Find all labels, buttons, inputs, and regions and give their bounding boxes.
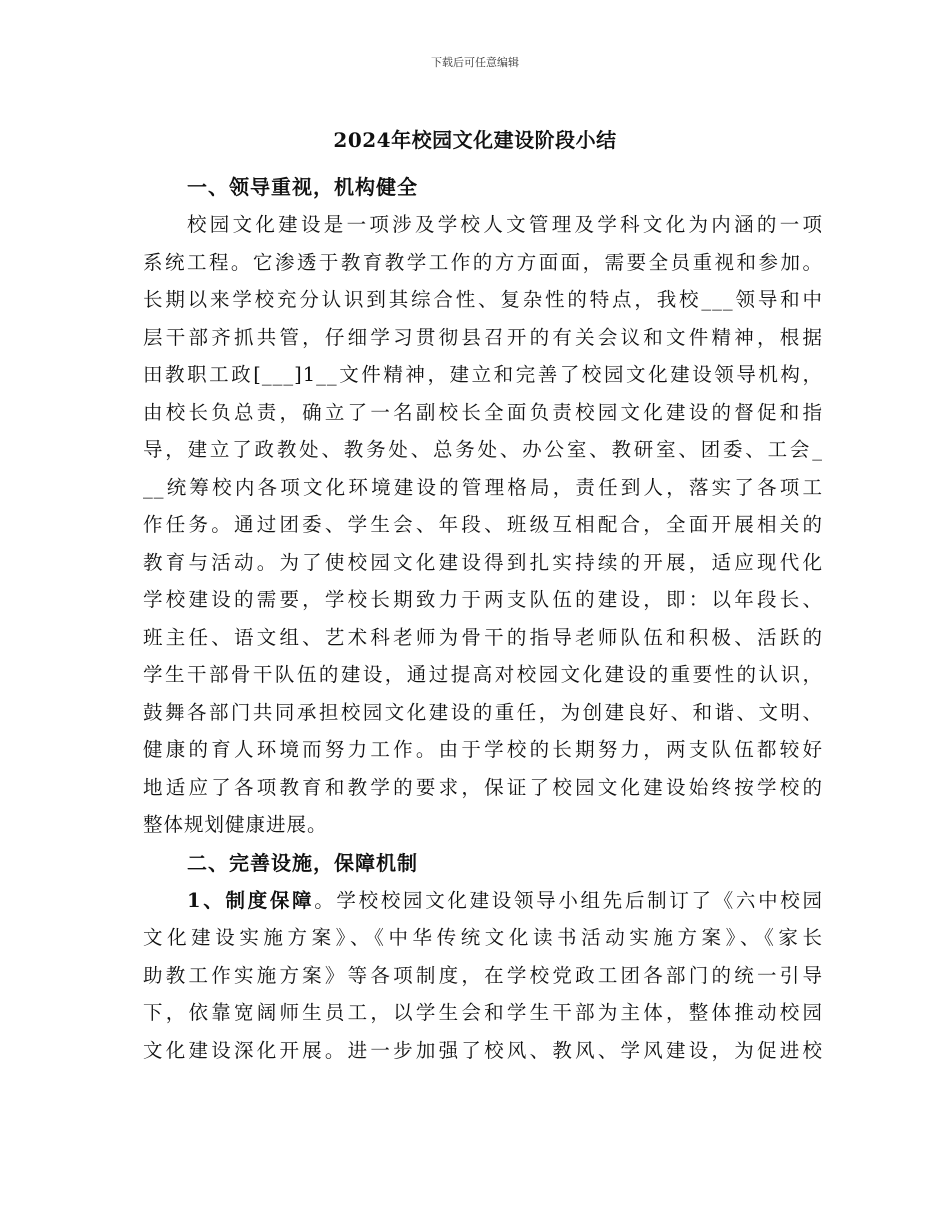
subheading-bold-lead: 1、制度保障 [187, 888, 315, 912]
paragraph-line: 助教工作实施方案》等各项制度，在学校党政工团各部门的统一引导 [143, 963, 823, 987]
paragraph-line: 教育与活动。为了使校园文化建设得到扎实持续的开展，适应现代化 [143, 550, 823, 574]
section-1-paragraph [143, 206, 823, 844]
paragraph-text: 。学校校园文化建设领导小组先后制订了《六中校园 [314, 888, 823, 912]
paragraph-line: 文化建设实施方案》、《中华传统文化读书活动实施方案》、《家长 [143, 926, 823, 949]
page-header-note: 下载后可任意编辑 [431, 56, 519, 69]
paragraph-line: 文化建设深化开展。进一步加强了校风、教风、学风建设，为促进校 [143, 1038, 823, 1062]
paragraph-line: 层干部齐抓共管，仔细学习贯彻县召开的有关会议和文件精神，根据 [143, 325, 823, 349]
document-title: 2024年校园文化建设阶段小结 [333, 128, 617, 152]
paragraph-line: 健康的育人环境而努力工作。由于学校的长期努力，两支队伍都较好 [143, 738, 823, 761]
paragraph-line: 由校长负总责，确立了一名副校长全面负责校园文化建设的督促和指 [143, 400, 823, 424]
paragraph-line: 班主任、语文组、艺术科老师为骨干的指导老师队伍和积极、活跃的 [143, 625, 823, 649]
paragraph-line: 地适应了各项教育和教学的要求，保证了校园文化建设始终按学校的 [143, 775, 823, 799]
paragraph-line: __统筹校内各项文化环境建设的管理格局，责任到人，落实了各项工 [143, 475, 823, 499]
section-heading-2: 二、完善设施，保障机制 [187, 850, 418, 875]
paragraph-line [143, 882, 823, 920]
paragraph-line: 校园文化建设是一项涉及学校人文管理及学科文化为内涵的一项 [187, 213, 823, 236]
paragraph-line: 学校建设的需要，学校长期致力于两支队伍的建设，即：以年段长、 [143, 588, 823, 611]
section-heading-1: 一、领导重视，机构健全 [187, 175, 418, 199]
paragraph-line: 鼓舞各部门共同承担校园文化建设的重任，为创建良好、和谐、文明、 [143, 700, 823, 724]
document-body [143, 168, 823, 1069]
paragraph-line: 系统工程。它渗透于教育教学工作的方方面面，需要全员重视和参加。 [143, 250, 823, 274]
paragraph-line: 导，建立了政教处、教务处、总务处、办公室、教研室、团委、工会_ [143, 438, 823, 461]
section-2-paragraph [143, 882, 823, 1070]
paragraph-line: 田教职工政[___]1__文件精神，建立和完善了校园文化建设领导机构， [143, 363, 823, 386]
paragraph-line: 学生干部骨干队伍的建设，通过提高对校园文化建设的重要性的认识， [143, 663, 823, 686]
paragraph-line: 作任务。通过团委、学生会、年段、班级互相配合，全面开展相关的 [143, 513, 823, 536]
paragraph-line: 下，依靠宽阔师生员工，以学生会和学生干部为主体，整体推动校园 [143, 1001, 823, 1024]
paragraph-line: 整体规划健康进展。 [143, 813, 328, 836]
paragraph-line: 长期以来学校充分认识到其综合性、复杂性的特点，我校___领导和中 [143, 288, 823, 311]
